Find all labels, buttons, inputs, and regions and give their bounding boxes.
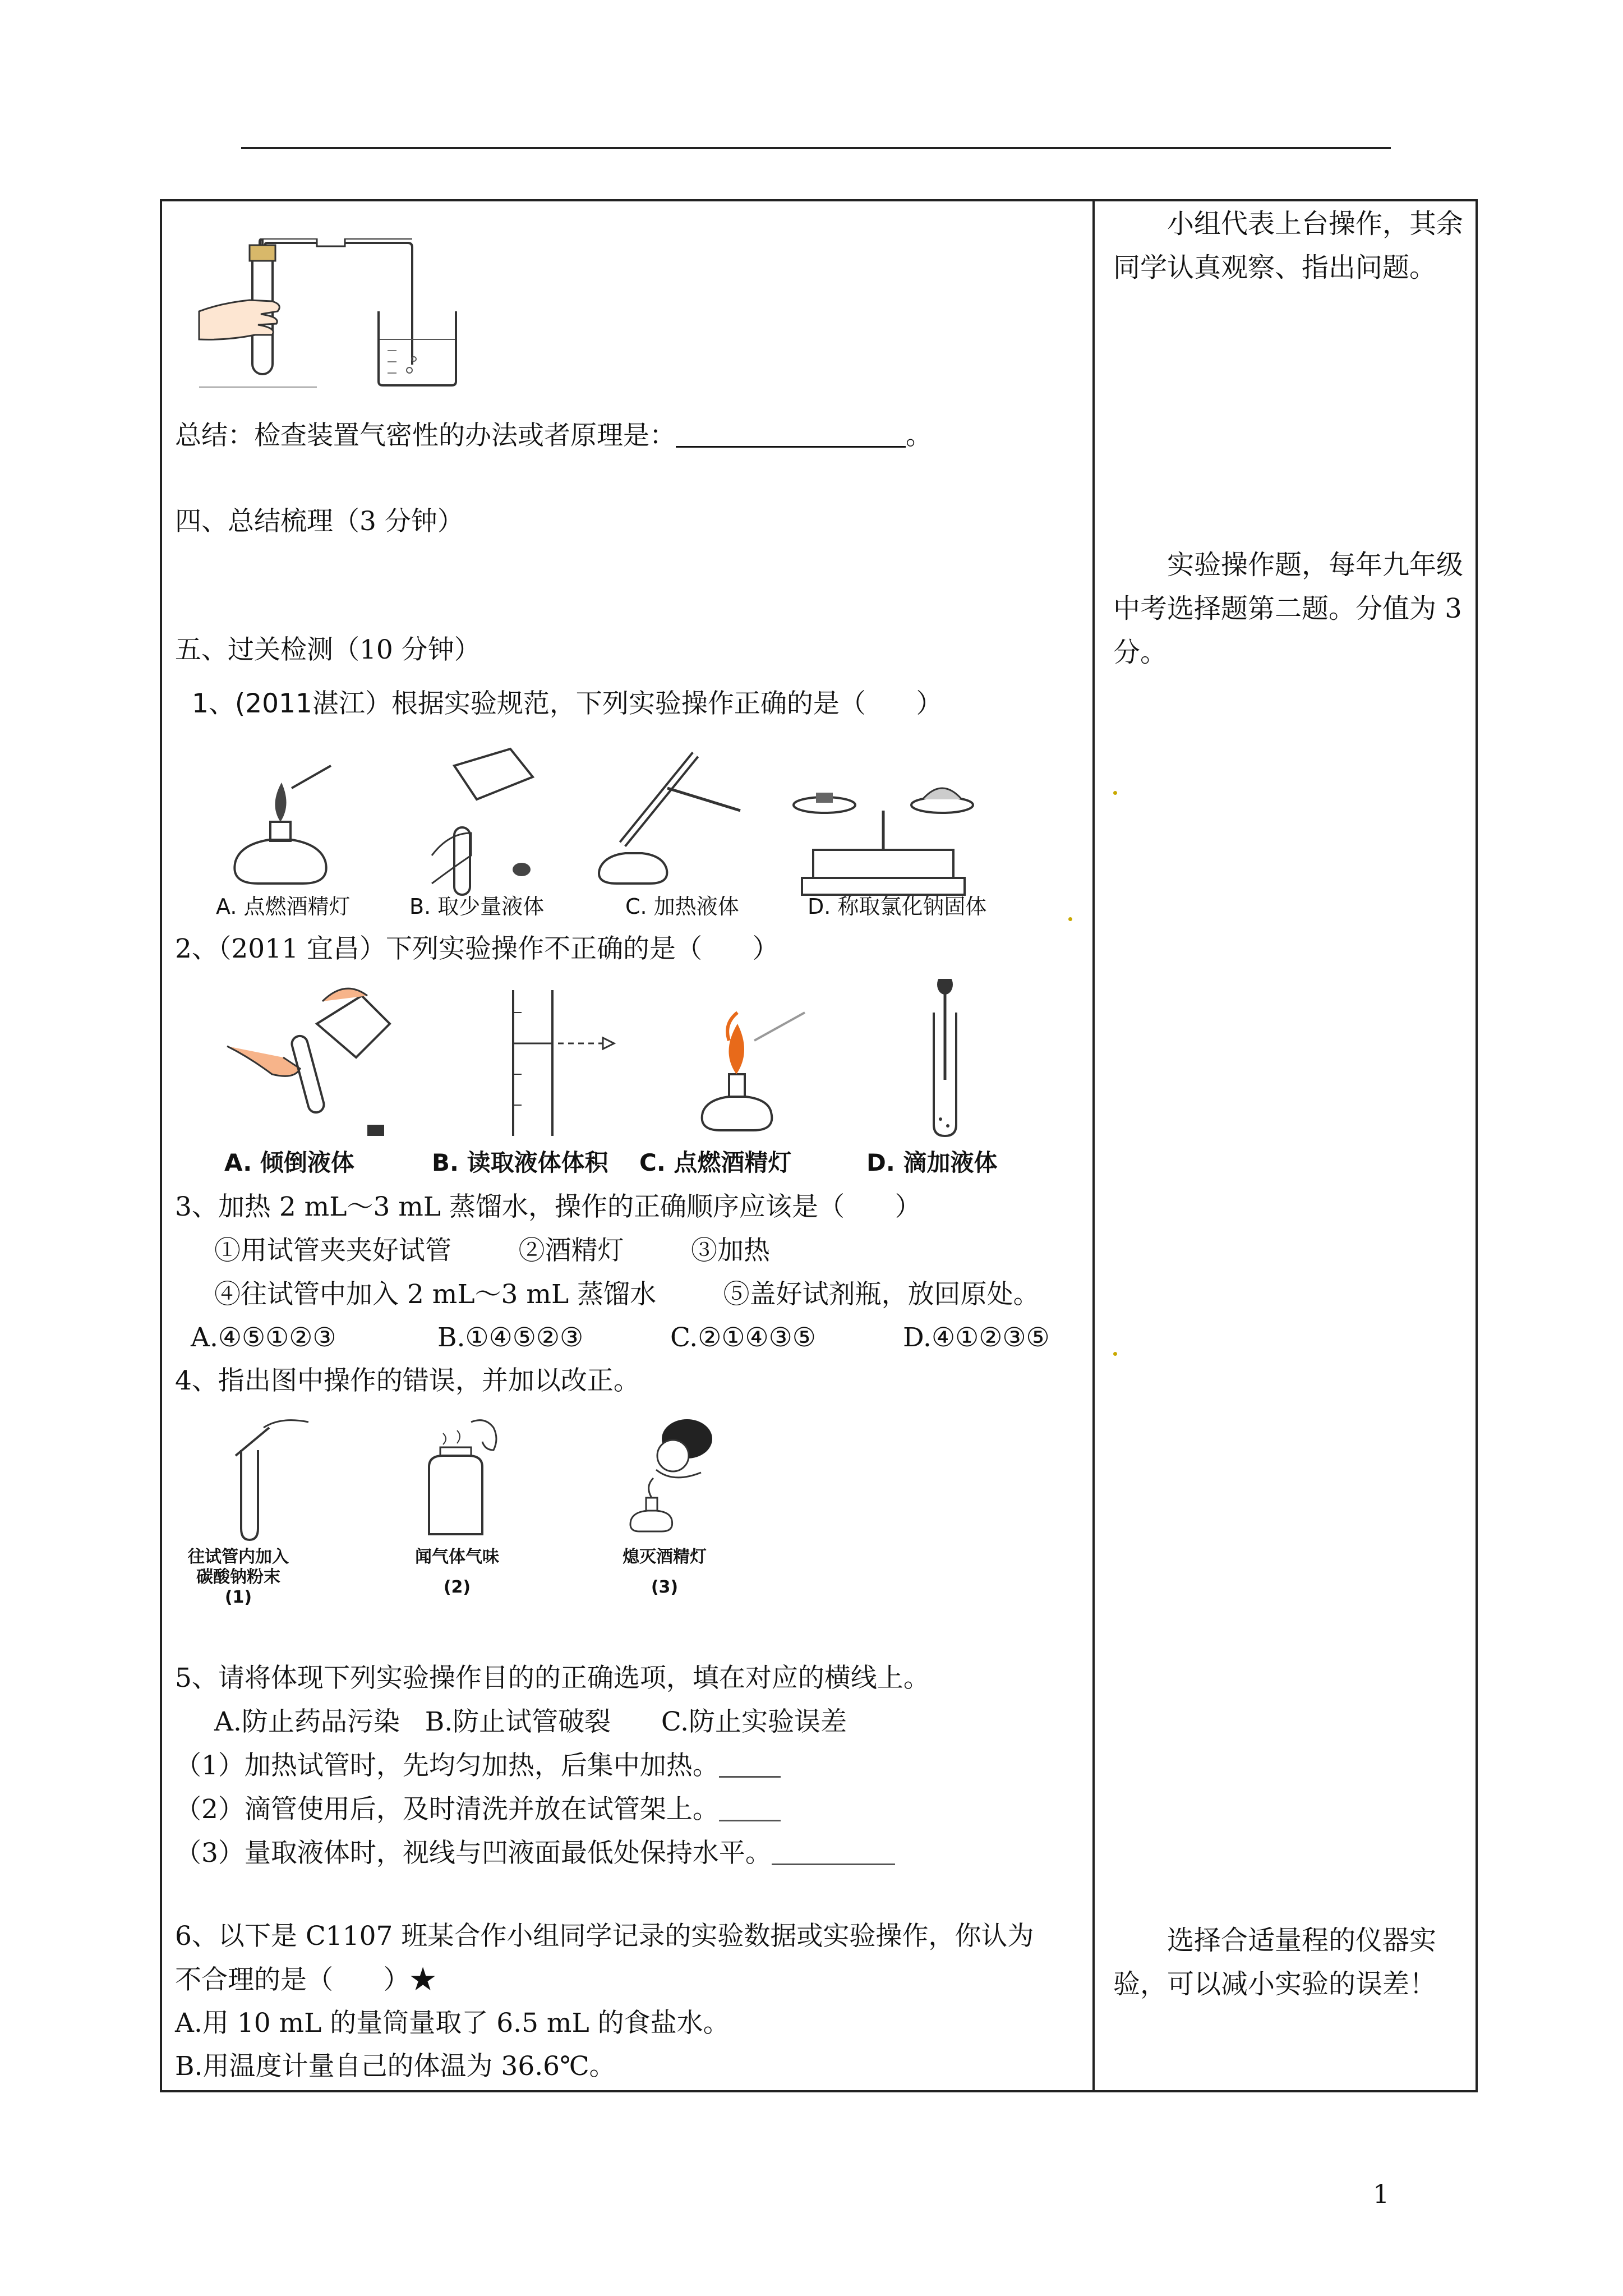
q5-blank-3[interactable] bbox=[772, 1841, 895, 1865]
lighting-lamp-icon bbox=[702, 1013, 805, 1130]
q3-option-d: D.④①②③⑤ bbox=[903, 1322, 1050, 1353]
side-note-2: 实验操作题，每年九年级中考选择题第二题。分值为 3 分。 bbox=[1113, 549, 1464, 668]
stray-dot bbox=[1113, 791, 1117, 795]
stray-dot bbox=[1113, 1352, 1117, 1356]
q4-caption-1: 往试管内加入 碳酸钠粉末 (1) bbox=[188, 1547, 289, 1607]
heating-tube-icon bbox=[599, 754, 740, 884]
q5-stem: 5、请将体现下列实验操作目的的正确选项，填在对应的横线上。 bbox=[175, 1663, 930, 1694]
q3-line1: ①用试管夹夹好试管 ②酒精灯 ③加热 bbox=[214, 1235, 771, 1266]
q6-stem-line1: 6、以下是 C1107 班某合作小组同学记录的实验数据或实验操作，你认为 bbox=[175, 1921, 1034, 1952]
q1-option-b: B. 取少量液体 bbox=[409, 894, 545, 919]
q1-figure bbox=[208, 743, 1032, 912]
page-number: 1 bbox=[1373, 2179, 1390, 2209]
q5-blank-1[interactable] bbox=[719, 1754, 781, 1778]
q6-stem-line2: 不合理的是（ ）★ bbox=[175, 1964, 436, 1995]
q6-option-a: A.用 10 mL 的量筒量取了 6.5 mL 的食盐水。 bbox=[175, 2008, 730, 2039]
q4-stem: 4、指出图中操作的错误，并加以改正。 bbox=[175, 1365, 640, 1396]
section-5-heading: 五、过关检测（10 分钟） bbox=[175, 634, 481, 665]
person-blowing-lamp-icon bbox=[630, 1419, 712, 1531]
pouring-bottle-icon bbox=[432, 749, 533, 895]
header-rule bbox=[241, 147, 1391, 149]
q5-blank-2[interactable] bbox=[719, 1797, 781, 1821]
q2-stem: 2、（2011 宜昌）下列实验操作不正确的是（ ） bbox=[175, 933, 779, 964]
q1-stem: 1、(2011湛江）根据实验规范，下列实验操作正确的是（ ） bbox=[192, 688, 943, 719]
q2-figure bbox=[216, 979, 1023, 1147]
q2-option-a: A. 倾倒液体 bbox=[224, 1149, 354, 1176]
q5-item-2: （2）滴管使用后，及时清洗并放在试管架上。 bbox=[175, 1792, 781, 1828]
balance-scale-icon bbox=[794, 788, 973, 895]
q3-option-c: C.②①④③⑤ bbox=[670, 1322, 816, 1353]
summary-prefix: 总结：检查装置气密性的办法或者原理是： bbox=[175, 420, 676, 451]
side-note-3: 选择合适量程的仪器实验，可以减小实验的误差！ bbox=[1113, 1925, 1437, 2000]
summary-question bbox=[175, 418, 932, 454]
pouring-liquid-icon bbox=[227, 988, 390, 1136]
q3-line2: ④往试管中加入 2 mL～3 mL 蒸馏水 ⑤盖好试剂瓶，放回原处。 bbox=[214, 1279, 1040, 1310]
q6-option-b: B.用温度计量自己的体温为 36.6℃。 bbox=[175, 2051, 616, 2082]
section-4-heading: 四、总结梳理（3 分钟） bbox=[175, 506, 464, 537]
q1-option-d: D. 称取氯化钠固体 bbox=[808, 894, 987, 919]
q3-option-b: B.①④⑤②③ bbox=[437, 1322, 584, 1353]
dropper-icon bbox=[934, 979, 956, 1136]
airtightness-apparatus-figure bbox=[188, 238, 468, 395]
test-tube-powder-icon bbox=[236, 1420, 308, 1540]
gas-jar-icon bbox=[429, 1420, 496, 1534]
q5-choices: A.防止药品污染 B.防止试管破裂 C.防止实验误差 bbox=[214, 1706, 847, 1737]
q2-option-d: D. 滴加液体 bbox=[866, 1149, 998, 1176]
q1-option-a: A. 点燃酒精灯 bbox=[216, 894, 351, 919]
q5-item-1: （1）加热试管时，先均匀加热，后集中加热。 bbox=[175, 1748, 781, 1784]
q1-option-c: C. 加热液体 bbox=[625, 894, 739, 919]
q5-item-3: （3）量取液体时，视线与凹液面最低处保持水平。 bbox=[175, 1835, 895, 1871]
summary-suffix: 。 bbox=[906, 420, 932, 451]
q4-figure bbox=[179, 1416, 740, 1545]
stray-dot bbox=[1068, 917, 1072, 921]
q2-option-c: C. 点燃酒精灯 bbox=[639, 1149, 792, 1176]
q3-option-a: A.④⑤①②③ bbox=[191, 1322, 336, 1353]
q3-stem: 3、加热 2 mL～3 mL 蒸馏水，操作的正确顺序应该是（ ） bbox=[175, 1191, 921, 1222]
column-divider bbox=[1092, 199, 1095, 2092]
summary-answer-blank[interactable] bbox=[676, 424, 906, 448]
q4-caption-3: 熄灭酒精灯 (3) bbox=[623, 1547, 707, 1597]
alcohol-lamp-icon bbox=[234, 766, 331, 884]
graduated-cylinder-icon bbox=[513, 990, 614, 1136]
side-note-1: 小组代表上台操作，其余同学认真观察、指出问题。 bbox=[1113, 208, 1464, 283]
q2-option-b: B. 读取液体体积 bbox=[432, 1149, 608, 1176]
q4-caption-2: 闻气体气味 (2) bbox=[415, 1547, 499, 1597]
